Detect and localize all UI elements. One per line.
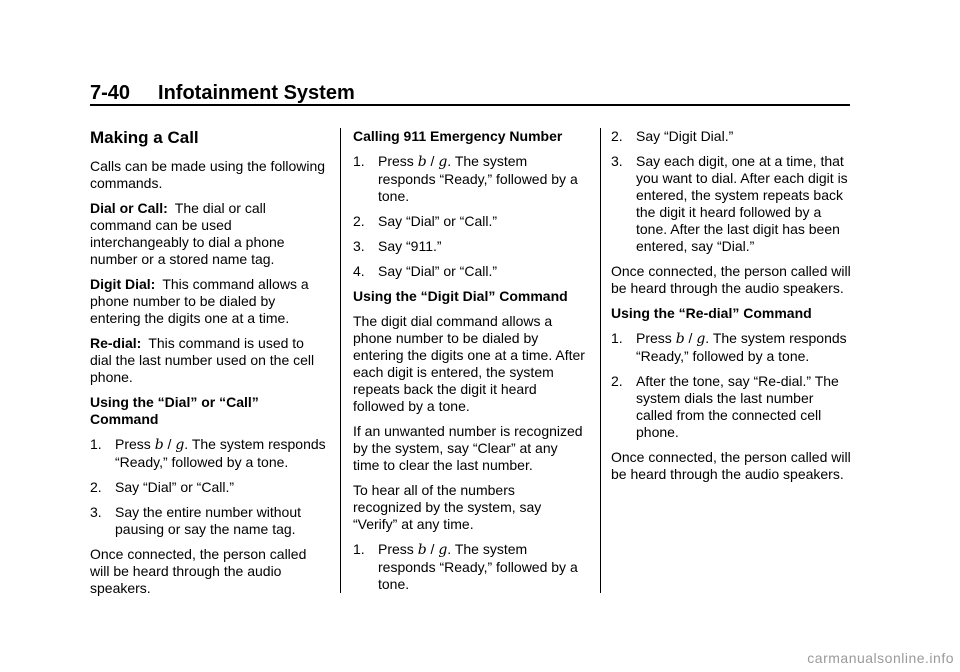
paragraph: If an unwanted number is recognized by the system, say “Clear” at any time to clear the last number. xyxy=(353,423,583,473)
step-item xyxy=(90,479,328,496)
phone-button-icon: b xyxy=(417,154,427,170)
term-label: Dial or Call: xyxy=(90,200,168,216)
step-item xyxy=(353,238,585,255)
subheading-re-dial: Using the “Re-dial” Command xyxy=(611,305,812,321)
step-text: Press xyxy=(636,330,672,346)
step-text: After the tone, say “Re-dial.” The system dials the last number called from the connected cell phone. xyxy=(636,373,839,440)
push-to-talk-icon: g xyxy=(438,154,448,170)
phone-button-icon: b xyxy=(417,542,427,558)
column-2 xyxy=(353,128,585,601)
term-digit-dial xyxy=(90,276,328,327)
step-text: Say the entire number without pausing or say the name tag. xyxy=(115,504,301,537)
step-item xyxy=(611,128,851,145)
term-label: Re-dial: xyxy=(90,335,142,351)
step-text: Press xyxy=(378,541,414,557)
step-text: . The system responds “Ready,” followed by a tone. xyxy=(636,330,847,364)
step-text: . The system responds “Ready,” followed by a tone. xyxy=(115,436,326,470)
term-text: This command is used to dial the last number used on the cell phone. xyxy=(90,335,315,385)
paragraph: The digit dial command allows a phone number to be dialed by entering the digits one at a time. After each digit is entered, the system repeats back the digit it heard followed by a tone. xyxy=(353,313,585,414)
push-to-talk-icon: g xyxy=(175,437,185,453)
section-title: Infotainment System xyxy=(158,82,355,104)
step-text: Say “Dial” or “Call.” xyxy=(378,213,498,229)
slash: / xyxy=(430,541,435,557)
phone-button-icon: b xyxy=(154,437,164,453)
page-header xyxy=(90,82,850,104)
term-dial-or-call xyxy=(90,200,328,268)
step-item xyxy=(353,541,585,593)
column-1 xyxy=(90,128,328,605)
column-3 xyxy=(611,128,851,491)
step-number: 1. xyxy=(611,330,623,346)
step-number: 3. xyxy=(353,238,365,254)
subheading-dial-command: Using the “Dial” or “Call” Command xyxy=(90,394,259,427)
step-text: Say “Dial” or “Call.” xyxy=(115,479,235,495)
column-divider xyxy=(340,128,341,593)
step-number: 2. xyxy=(353,213,365,229)
step-number: 1. xyxy=(353,153,365,169)
step-item xyxy=(611,153,851,255)
push-to-talk-icon: g xyxy=(438,542,448,558)
section-heading: Making a Call xyxy=(90,128,199,147)
step-number: 2. xyxy=(611,373,623,389)
step-number: 3. xyxy=(90,504,102,520)
step-item xyxy=(90,436,328,471)
step-item xyxy=(353,263,585,280)
slash: / xyxy=(167,436,172,452)
step-text: Say “Dial” or “Call.” xyxy=(378,263,498,279)
step-item xyxy=(611,330,851,365)
step-text: Say “911.” xyxy=(378,238,442,254)
paragraph: To hear all of the numbers recognized by the system, say “Verify” at any time. xyxy=(353,482,542,532)
step-number: 3. xyxy=(611,153,623,169)
paragraph: Once connected, the person called will be heard through the audio speakers. xyxy=(611,263,851,296)
step-item xyxy=(611,373,851,441)
step-text: Say “Digit Dial.” xyxy=(636,128,734,144)
slash: / xyxy=(688,330,693,346)
phone-button-icon: b xyxy=(675,331,685,347)
outro-paragraph: Once connected, the person called will be heard through the audio speakers. xyxy=(90,546,307,596)
term-re-dial xyxy=(90,335,328,386)
page-number: 7-40 xyxy=(90,82,131,104)
step-item xyxy=(353,153,585,205)
step-text: Say each digit, one at a time, that you want to dial. After each digit is entered, the system repeats back the digit it heard followed by a tone. After the last digit has been entered, say “Dial.” xyxy=(636,153,848,254)
step-number: 1. xyxy=(90,436,102,452)
intro-paragraph: Calls can be made using the following commands. xyxy=(90,158,326,191)
term-text: This command allows a phone number to be dialed by entering the digits one at a time. xyxy=(90,276,309,326)
subheading-911: Calling 911 Emergency Number xyxy=(353,128,563,144)
step-number: 2. xyxy=(611,128,623,144)
step-item xyxy=(90,504,328,538)
watermark-logo[interactable]: carmanualsonline.info xyxy=(807,650,954,666)
step-text: Press xyxy=(115,436,151,452)
header-rule xyxy=(90,104,850,106)
step-text: . The system responds “Ready,” followed by a tone. xyxy=(378,153,578,204)
term-label: Digit Dial: xyxy=(90,276,156,292)
step-number: 1. xyxy=(353,541,365,557)
step-item xyxy=(353,213,585,230)
step-text: Press xyxy=(378,153,414,169)
column-divider xyxy=(600,128,601,593)
slash: / xyxy=(430,153,435,169)
step-text: . The system responds “Ready,” followed by a tone. xyxy=(378,541,578,592)
paragraph: Once connected, the person called will be heard through the audio speakers. xyxy=(611,449,851,482)
step-number: 2. xyxy=(90,479,102,495)
subheading-digit-dial: Using the “Digit Dial” Command xyxy=(353,288,568,304)
step-number: 4. xyxy=(353,263,365,279)
term-text: The dial or call command can be used interchangeably to dial a phone number or a stored name tag. xyxy=(90,200,285,267)
push-to-talk-icon: g xyxy=(696,331,706,347)
